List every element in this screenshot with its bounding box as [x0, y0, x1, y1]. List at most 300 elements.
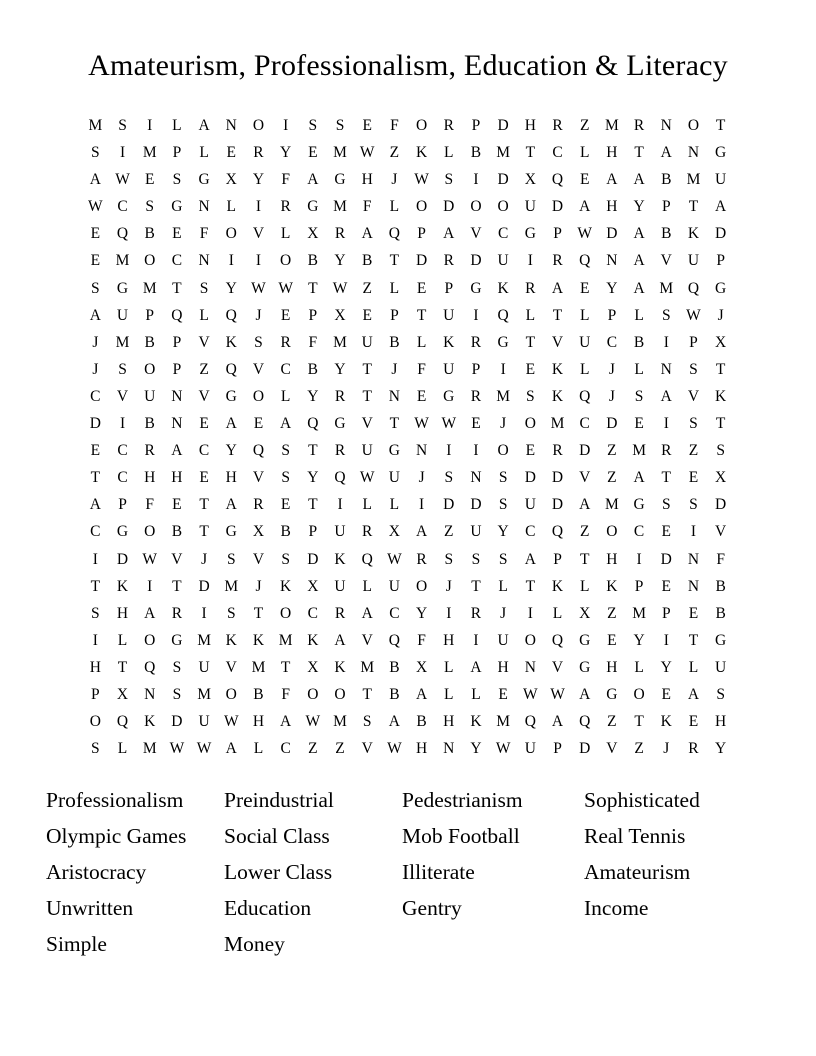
letter-cell[interactable]: R: [362, 523, 373, 541]
letter-cell[interactable]: A: [89, 306, 101, 324]
letter-cell[interactable]: I: [473, 442, 479, 460]
word-list-item[interactable]: Real Tennis: [584, 824, 686, 849]
letter-cell[interactable]: T: [308, 442, 318, 460]
letter-cell[interactable]: A: [524, 550, 536, 568]
letter-cell[interactable]: K: [443, 333, 455, 351]
letter-cell[interactable]: J: [663, 740, 670, 758]
letter-cell[interactable]: R: [661, 442, 672, 460]
letter-cell[interactable]: O: [252, 117, 265, 134]
letter-cell[interactable]: B: [144, 225, 155, 243]
letter-cell[interactable]: R: [443, 252, 454, 270]
letter-cell[interactable]: C: [606, 333, 618, 351]
letter-cell[interactable]: G: [443, 387, 455, 405]
letter-cell[interactable]: K: [116, 577, 129, 595]
letter-cell[interactable]: T: [525, 333, 536, 351]
letter-cell[interactable]: P: [118, 496, 127, 514]
letter-cell[interactable]: R: [552, 442, 563, 460]
letter-cell[interactable]: Z: [389, 144, 400, 162]
letter-cell[interactable]: O: [687, 117, 700, 134]
letter-cell[interactable]: W: [115, 171, 130, 189]
letter-cell[interactable]: S: [281, 469, 290, 487]
letter-cell[interactable]: W: [523, 685, 538, 703]
letter-cell[interactable]: C: [633, 523, 645, 541]
letter-cell[interactable]: J: [500, 604, 507, 622]
letter-cell[interactable]: N: [470, 469, 482, 487]
letter-cell[interactable]: P: [607, 306, 617, 324]
letter-cell[interactable]: R: [280, 198, 291, 216]
letter-cell[interactable]: S: [199, 279, 209, 297]
letter-cell[interactable]: V: [225, 658, 237, 676]
letter-cell[interactable]: E: [607, 631, 617, 649]
letter-cell[interactable]: L: [471, 685, 481, 703]
letter-cell[interactable]: A: [415, 685, 428, 703]
letter-cell[interactable]: K: [144, 713, 156, 731]
letter-cell[interactable]: R: [470, 333, 482, 351]
letter-cell[interactable]: G: [579, 658, 591, 676]
letter-cell[interactable]: G: [171, 198, 183, 216]
letter-cell[interactable]: U: [497, 631, 509, 649]
letter-cell[interactable]: M: [142, 279, 157, 297]
letter-cell[interactable]: N: [171, 415, 183, 433]
letter-cell[interactable]: Z: [688, 442, 699, 460]
letter-cell[interactable]: P: [172, 333, 182, 351]
letter-cell[interactable]: E: [471, 415, 481, 433]
letter-cell[interactable]: O: [280, 252, 292, 270]
letter-cell[interactable]: U: [144, 387, 156, 405]
letter-cell[interactable]: G: [388, 442, 400, 460]
letter-cell[interactable]: I: [473, 631, 479, 649]
letter-cell[interactable]: P: [553, 740, 562, 758]
letter-cell[interactable]: X: [388, 523, 400, 541]
word-list-item[interactable]: Simple: [46, 932, 107, 957]
letter-cell[interactable]: Y: [470, 740, 482, 758]
letter-cell[interactable]: T: [308, 279, 318, 297]
word-list-item[interactable]: Aristocracy: [46, 860, 147, 885]
letter-cell[interactable]: Y: [334, 252, 346, 270]
letter-cell[interactable]: T: [362, 685, 372, 703]
letter-cell[interactable]: G: [524, 225, 536, 243]
letter-cell[interactable]: N: [687, 550, 700, 568]
letter-cell[interactable]: Q: [334, 469, 346, 487]
letter-cell[interactable]: G: [334, 171, 346, 189]
letter-cell[interactable]: U: [361, 442, 373, 460]
letter-cell[interactable]: D: [443, 198, 455, 216]
letter-cell[interactable]: V: [660, 252, 672, 270]
letter-cell[interactable]: A: [443, 225, 455, 243]
letter-cell[interactable]: M: [333, 144, 347, 162]
letter-cell[interactable]: F: [281, 171, 290, 189]
letter-cell[interactable]: N: [660, 117, 672, 134]
letter-cell[interactable]: A: [633, 252, 645, 270]
letter-cell[interactable]: L: [444, 144, 454, 162]
letter-cell[interactable]: J: [391, 171, 398, 189]
letter-cell[interactable]: D: [579, 442, 591, 460]
letter-cell[interactable]: U: [470, 523, 482, 541]
letter-cell[interactable]: E: [90, 252, 101, 270]
letter-cell[interactable]: Q: [687, 279, 700, 297]
letter-cell[interactable]: D: [660, 550, 672, 568]
letter-cell[interactable]: I: [201, 604, 207, 622]
letter-cell[interactable]: I: [119, 415, 126, 433]
letter-cell[interactable]: I: [473, 171, 479, 189]
letter-cell[interactable]: C: [90, 387, 101, 405]
letter-cell[interactable]: C: [552, 144, 563, 162]
letter-cell[interactable]: K: [470, 713, 482, 731]
letter-cell[interactable]: V: [171, 550, 183, 568]
letter-cell[interactable]: B: [661, 171, 672, 189]
letter-cell[interactable]: R: [334, 225, 346, 243]
letter-cell[interactable]: S: [716, 685, 725, 703]
letter-cell[interactable]: T: [362, 360, 372, 378]
letter-cell[interactable]: D: [579, 740, 591, 758]
letter-cell[interactable]: D: [470, 252, 482, 270]
word-list-item[interactable]: Olympic Games: [46, 824, 187, 849]
letter-cell[interactable]: E: [199, 469, 209, 487]
letter-cell[interactable]: S: [281, 550, 290, 568]
letter-cell[interactable]: P: [145, 306, 155, 324]
letter-cell[interactable]: Y: [497, 523, 509, 541]
letter-cell[interactable]: D: [497, 171, 509, 189]
letter-cell[interactable]: L: [579, 360, 590, 378]
letter-cell[interactable]: Q: [171, 306, 183, 324]
letter-cell[interactable]: U: [443, 360, 455, 378]
letter-cell[interactable]: P: [444, 279, 454, 297]
letter-cell[interactable]: Q: [551, 523, 564, 541]
letter-cell[interactable]: G: [225, 523, 237, 541]
letter-cell[interactable]: L: [634, 658, 644, 676]
letter-cell[interactable]: X: [715, 469, 727, 487]
letter-cell[interactable]: Y: [606, 279, 618, 297]
letter-cell[interactable]: Z: [335, 740, 345, 758]
letter-cell[interactable]: U: [198, 713, 210, 731]
letter-cell[interactable]: S: [226, 550, 236, 568]
word-list-item[interactable]: Professionalism: [46, 788, 184, 813]
letter-cell[interactable]: I: [119, 144, 126, 162]
letter-cell[interactable]: R: [470, 604, 482, 622]
letter-cell[interactable]: D: [524, 469, 536, 487]
letter-cell[interactable]: S: [689, 415, 698, 433]
letter-cell[interactable]: E: [688, 604, 699, 622]
letter-cell[interactable]: N: [171, 387, 183, 405]
letter-cell[interactable]: V: [116, 387, 129, 405]
letter-cell[interactable]: E: [498, 685, 508, 703]
word-list-item[interactable]: Money: [224, 932, 285, 957]
letter-cell[interactable]: T: [715, 360, 726, 378]
letter-cell[interactable]: K: [334, 550, 346, 568]
letter-cell[interactable]: L: [280, 225, 291, 243]
letter-cell[interactable]: B: [144, 333, 155, 351]
letter-cell[interactable]: M: [197, 685, 211, 703]
letter-cell[interactable]: O: [334, 685, 346, 703]
letter-cell[interactable]: N: [198, 198, 210, 216]
letter-cell[interactable]: P: [689, 333, 698, 351]
letter-cell[interactable]: L: [688, 658, 699, 676]
letter-cell[interactable]: S: [308, 117, 318, 134]
letter-cell[interactable]: E: [144, 171, 155, 189]
letter-cell[interactable]: O: [524, 631, 536, 649]
letter-cell[interactable]: W: [387, 550, 402, 568]
letter-cell[interactable]: W: [223, 713, 239, 731]
letter-cell[interactable]: S: [689, 360, 698, 378]
letter-cell[interactable]: S: [91, 279, 100, 297]
letter-cell[interactable]: R: [552, 117, 563, 134]
letter-cell[interactable]: X: [307, 658, 319, 676]
letter-cell[interactable]: V: [252, 360, 265, 378]
letter-cell[interactable]: W: [414, 415, 429, 433]
letter-cell[interactable]: R: [470, 387, 482, 405]
letter-cell[interactable]: T: [416, 306, 427, 324]
letter-cell[interactable]: Q: [225, 360, 237, 378]
letter-cell[interactable]: C: [525, 523, 536, 541]
letter-cell[interactable]: Q: [225, 306, 237, 324]
letter-cell[interactable]: L: [579, 144, 590, 162]
letter-cell[interactable]: M: [550, 415, 565, 433]
letter-cell[interactable]: H: [225, 469, 237, 487]
letter-cell[interactable]: J: [500, 415, 507, 433]
letter-cell[interactable]: S: [526, 387, 535, 405]
letter-cell[interactable]: I: [663, 631, 669, 649]
letter-cell[interactable]: W: [142, 550, 158, 568]
letter-cell[interactable]: L: [362, 577, 372, 595]
letter-cell[interactable]: S: [471, 550, 481, 568]
letter-cell[interactable]: D: [551, 469, 564, 487]
letter-cell[interactable]: I: [446, 442, 452, 460]
letter-cell[interactable]: F: [716, 550, 725, 568]
letter-cell[interactable]: E: [661, 577, 672, 595]
letter-cell[interactable]: W: [577, 225, 593, 243]
letter-cell[interactable]: L: [199, 144, 209, 162]
letter-cell[interactable]: A: [470, 658, 482, 676]
letter-cell[interactable]: U: [715, 171, 727, 189]
letter-cell[interactable]: E: [172, 225, 182, 243]
letter-cell[interactable]: V: [551, 658, 564, 676]
letter-cell[interactable]: B: [280, 523, 291, 541]
letter-cell[interactable]: R: [334, 604, 346, 622]
letter-cell[interactable]: C: [497, 225, 509, 243]
letter-cell[interactable]: Y: [660, 658, 672, 676]
letter-cell[interactable]: C: [307, 604, 319, 622]
letter-cell[interactable]: V: [252, 225, 265, 243]
letter-cell[interactable]: W: [251, 279, 266, 297]
letter-cell[interactable]: M: [278, 631, 293, 649]
letter-cell[interactable]: A: [660, 144, 672, 162]
letter-cell[interactable]: M: [115, 333, 130, 351]
letter-cell[interactable]: M: [197, 631, 211, 649]
letter-cell[interactable]: L: [226, 198, 237, 216]
letter-cell[interactable]: R: [334, 442, 346, 460]
letter-cell[interactable]: U: [388, 577, 400, 595]
letter-cell[interactable]: O: [225, 225, 237, 243]
letter-cell[interactable]: R: [525, 279, 536, 297]
letter-cell[interactable]: B: [416, 713, 427, 731]
letter-cell[interactable]: U: [715, 658, 727, 676]
letter-cell[interactable]: Y: [252, 171, 265, 189]
letter-cell[interactable]: M: [224, 577, 239, 595]
letter-cell[interactable]: C: [198, 442, 210, 460]
letter-cell[interactable]: F: [145, 496, 155, 514]
letter-cell[interactable]: K: [551, 360, 564, 378]
letter-cell[interactable]: E: [362, 117, 372, 134]
letter-cell[interactable]: U: [361, 333, 373, 351]
letter-cell[interactable]: T: [525, 577, 536, 595]
letter-cell[interactable]: O: [144, 631, 156, 649]
letter-cell[interactable]: O: [497, 442, 509, 460]
letter-cell[interactable]: M: [142, 144, 157, 162]
letter-cell[interactable]: T: [525, 144, 536, 162]
letter-cell[interactable]: R: [688, 740, 699, 758]
letter-cell[interactable]: S: [498, 496, 508, 514]
letter-cell[interactable]: P: [553, 550, 562, 568]
letter-cell[interactable]: M: [632, 604, 646, 622]
letter-cell[interactable]: N: [660, 360, 672, 378]
letter-cell[interactable]: E: [172, 496, 182, 514]
letter-cell[interactable]: V: [606, 740, 618, 758]
letter-cell[interactable]: Q: [579, 387, 591, 405]
letter-cell[interactable]: O: [606, 523, 618, 541]
letter-cell[interactable]: N: [388, 387, 400, 405]
letter-cell[interactable]: M: [333, 713, 347, 731]
letter-cell[interactable]: L: [552, 604, 563, 622]
letter-cell[interactable]: E: [90, 442, 101, 460]
letter-cell[interactable]: W: [495, 740, 511, 758]
letter-cell[interactable]: V: [579, 469, 591, 487]
letter-cell[interactable]: L: [579, 577, 590, 595]
letter-cell[interactable]: E: [661, 523, 672, 541]
letter-cell[interactable]: W: [88, 198, 103, 216]
letter-cell[interactable]: I: [527, 252, 533, 270]
letter-cell[interactable]: S: [444, 550, 454, 568]
letter-cell[interactable]: G: [116, 523, 129, 541]
letter-cell[interactable]: I: [419, 496, 425, 514]
letter-cell[interactable]: Z: [362, 279, 372, 297]
letter-cell[interactable]: Z: [607, 469, 617, 487]
letter-cell[interactable]: E: [634, 415, 644, 433]
letter-cell[interactable]: T: [172, 577, 182, 595]
letter-cell[interactable]: I: [92, 550, 98, 568]
letter-cell[interactable]: W: [332, 279, 348, 297]
letter-cell[interactable]: V: [715, 523, 727, 541]
letter-cell[interactable]: T: [634, 713, 644, 731]
letter-cell[interactable]: E: [525, 442, 536, 460]
letter-cell[interactable]: I: [147, 117, 153, 134]
letter-cell[interactable]: J: [92, 360, 99, 378]
letter-cell[interactable]: B: [307, 252, 319, 270]
letter-cell[interactable]: X: [116, 685, 129, 703]
letter-cell[interactable]: O: [89, 713, 101, 731]
letter-cell[interactable]: T: [199, 523, 209, 541]
letter-cell[interactable]: V: [198, 387, 210, 405]
letter-cell[interactable]: U: [687, 252, 700, 270]
letter-cell[interactable]: R: [633, 117, 645, 134]
letter-cell[interactable]: I: [473, 306, 479, 324]
letter-cell[interactable]: F: [390, 117, 399, 134]
letter-cell[interactable]: G: [715, 631, 727, 649]
letter-cell[interactable]: J: [255, 577, 262, 595]
letter-cell[interactable]: B: [144, 415, 155, 433]
letter-cell[interactable]: Q: [307, 415, 319, 433]
letter-cell[interactable]: D: [551, 198, 564, 216]
letter-cell[interactable]: E: [661, 685, 672, 703]
letter-cell[interactable]: F: [281, 685, 290, 703]
letter-cell[interactable]: E: [688, 469, 699, 487]
letter-cell[interactable]: D: [497, 117, 509, 134]
letter-cell[interactable]: L: [117, 631, 128, 649]
letter-cell[interactable]: P: [471, 117, 481, 134]
letter-cell[interactable]: E: [280, 306, 291, 324]
letter-cell[interactable]: S: [281, 442, 290, 460]
letter-cell[interactable]: H: [497, 658, 509, 676]
letter-cell[interactable]: A: [198, 117, 210, 134]
letter-cell[interactable]: Q: [116, 713, 129, 731]
letter-cell[interactable]: D: [198, 577, 210, 595]
letter-cell[interactable]: J: [445, 577, 452, 595]
letter-cell[interactable]: D: [551, 496, 564, 514]
letter-cell[interactable]: M: [496, 713, 511, 731]
letter-cell[interactable]: A: [89, 496, 101, 514]
letter-cell[interactable]: B: [253, 685, 264, 703]
letter-cell[interactable]: V: [252, 469, 265, 487]
letter-cell[interactable]: D: [606, 415, 618, 433]
letter-cell[interactable]: U: [524, 198, 536, 216]
letter-cell[interactable]: U: [198, 658, 210, 676]
letter-cell[interactable]: S: [145, 198, 155, 216]
letter-cell[interactable]: O: [252, 387, 265, 405]
letter-cell[interactable]: E: [579, 279, 590, 297]
letter-cell[interactable]: E: [253, 415, 264, 433]
letter-cell[interactable]: E: [688, 713, 699, 731]
letter-cell[interactable]: S: [118, 360, 127, 378]
letter-cell[interactable]: V: [198, 333, 210, 351]
letter-cell[interactable]: I: [255, 252, 262, 270]
letter-cell[interactable]: G: [715, 144, 727, 162]
letter-cell[interactable]: T: [90, 469, 101, 487]
letter-cell[interactable]: A: [715, 198, 727, 216]
letter-cell[interactable]: X: [334, 306, 346, 324]
letter-cell[interactable]: I: [337, 496, 343, 514]
letter-cell[interactable]: D: [89, 415, 101, 433]
letter-cell[interactable]: H: [116, 604, 129, 622]
letter-cell[interactable]: A: [633, 279, 645, 297]
letter-cell[interactable]: N: [144, 685, 156, 703]
letter-cell[interactable]: B: [389, 333, 400, 351]
letter-cell[interactable]: T: [715, 117, 726, 134]
letter-cell[interactable]: H: [606, 550, 618, 568]
letter-cell[interactable]: A: [579, 198, 591, 216]
letter-cell[interactable]: P: [553, 225, 562, 243]
letter-cell[interactable]: N: [415, 442, 428, 460]
letter-cell[interactable]: T: [389, 415, 400, 433]
letter-cell[interactable]: E: [362, 306, 372, 324]
letter-cell[interactable]: X: [307, 577, 319, 595]
letter-cell[interactable]: I: [228, 252, 234, 270]
letter-cell[interactable]: O: [524, 415, 536, 433]
letter-cell[interactable]: K: [551, 387, 564, 405]
letter-cell[interactable]: D: [171, 713, 183, 731]
letter-cell[interactable]: J: [608, 360, 615, 378]
letter-cell[interactable]: B: [715, 604, 726, 622]
letter-cell[interactable]: S: [716, 442, 725, 460]
letter-cell[interactable]: M: [251, 658, 266, 676]
word-list-item[interactable]: Pedestrianism: [402, 788, 523, 813]
letter-cell[interactable]: G: [225, 387, 237, 405]
letter-cell[interactable]: H: [171, 469, 183, 487]
letter-cell[interactable]: Q: [144, 658, 156, 676]
letter-cell[interactable]: W: [359, 469, 375, 487]
letter-cell[interactable]: W: [196, 740, 212, 758]
letter-cell[interactable]: B: [171, 523, 183, 541]
letter-cell[interactable]: D: [606, 225, 618, 243]
letter-cell[interactable]: P: [661, 604, 671, 622]
